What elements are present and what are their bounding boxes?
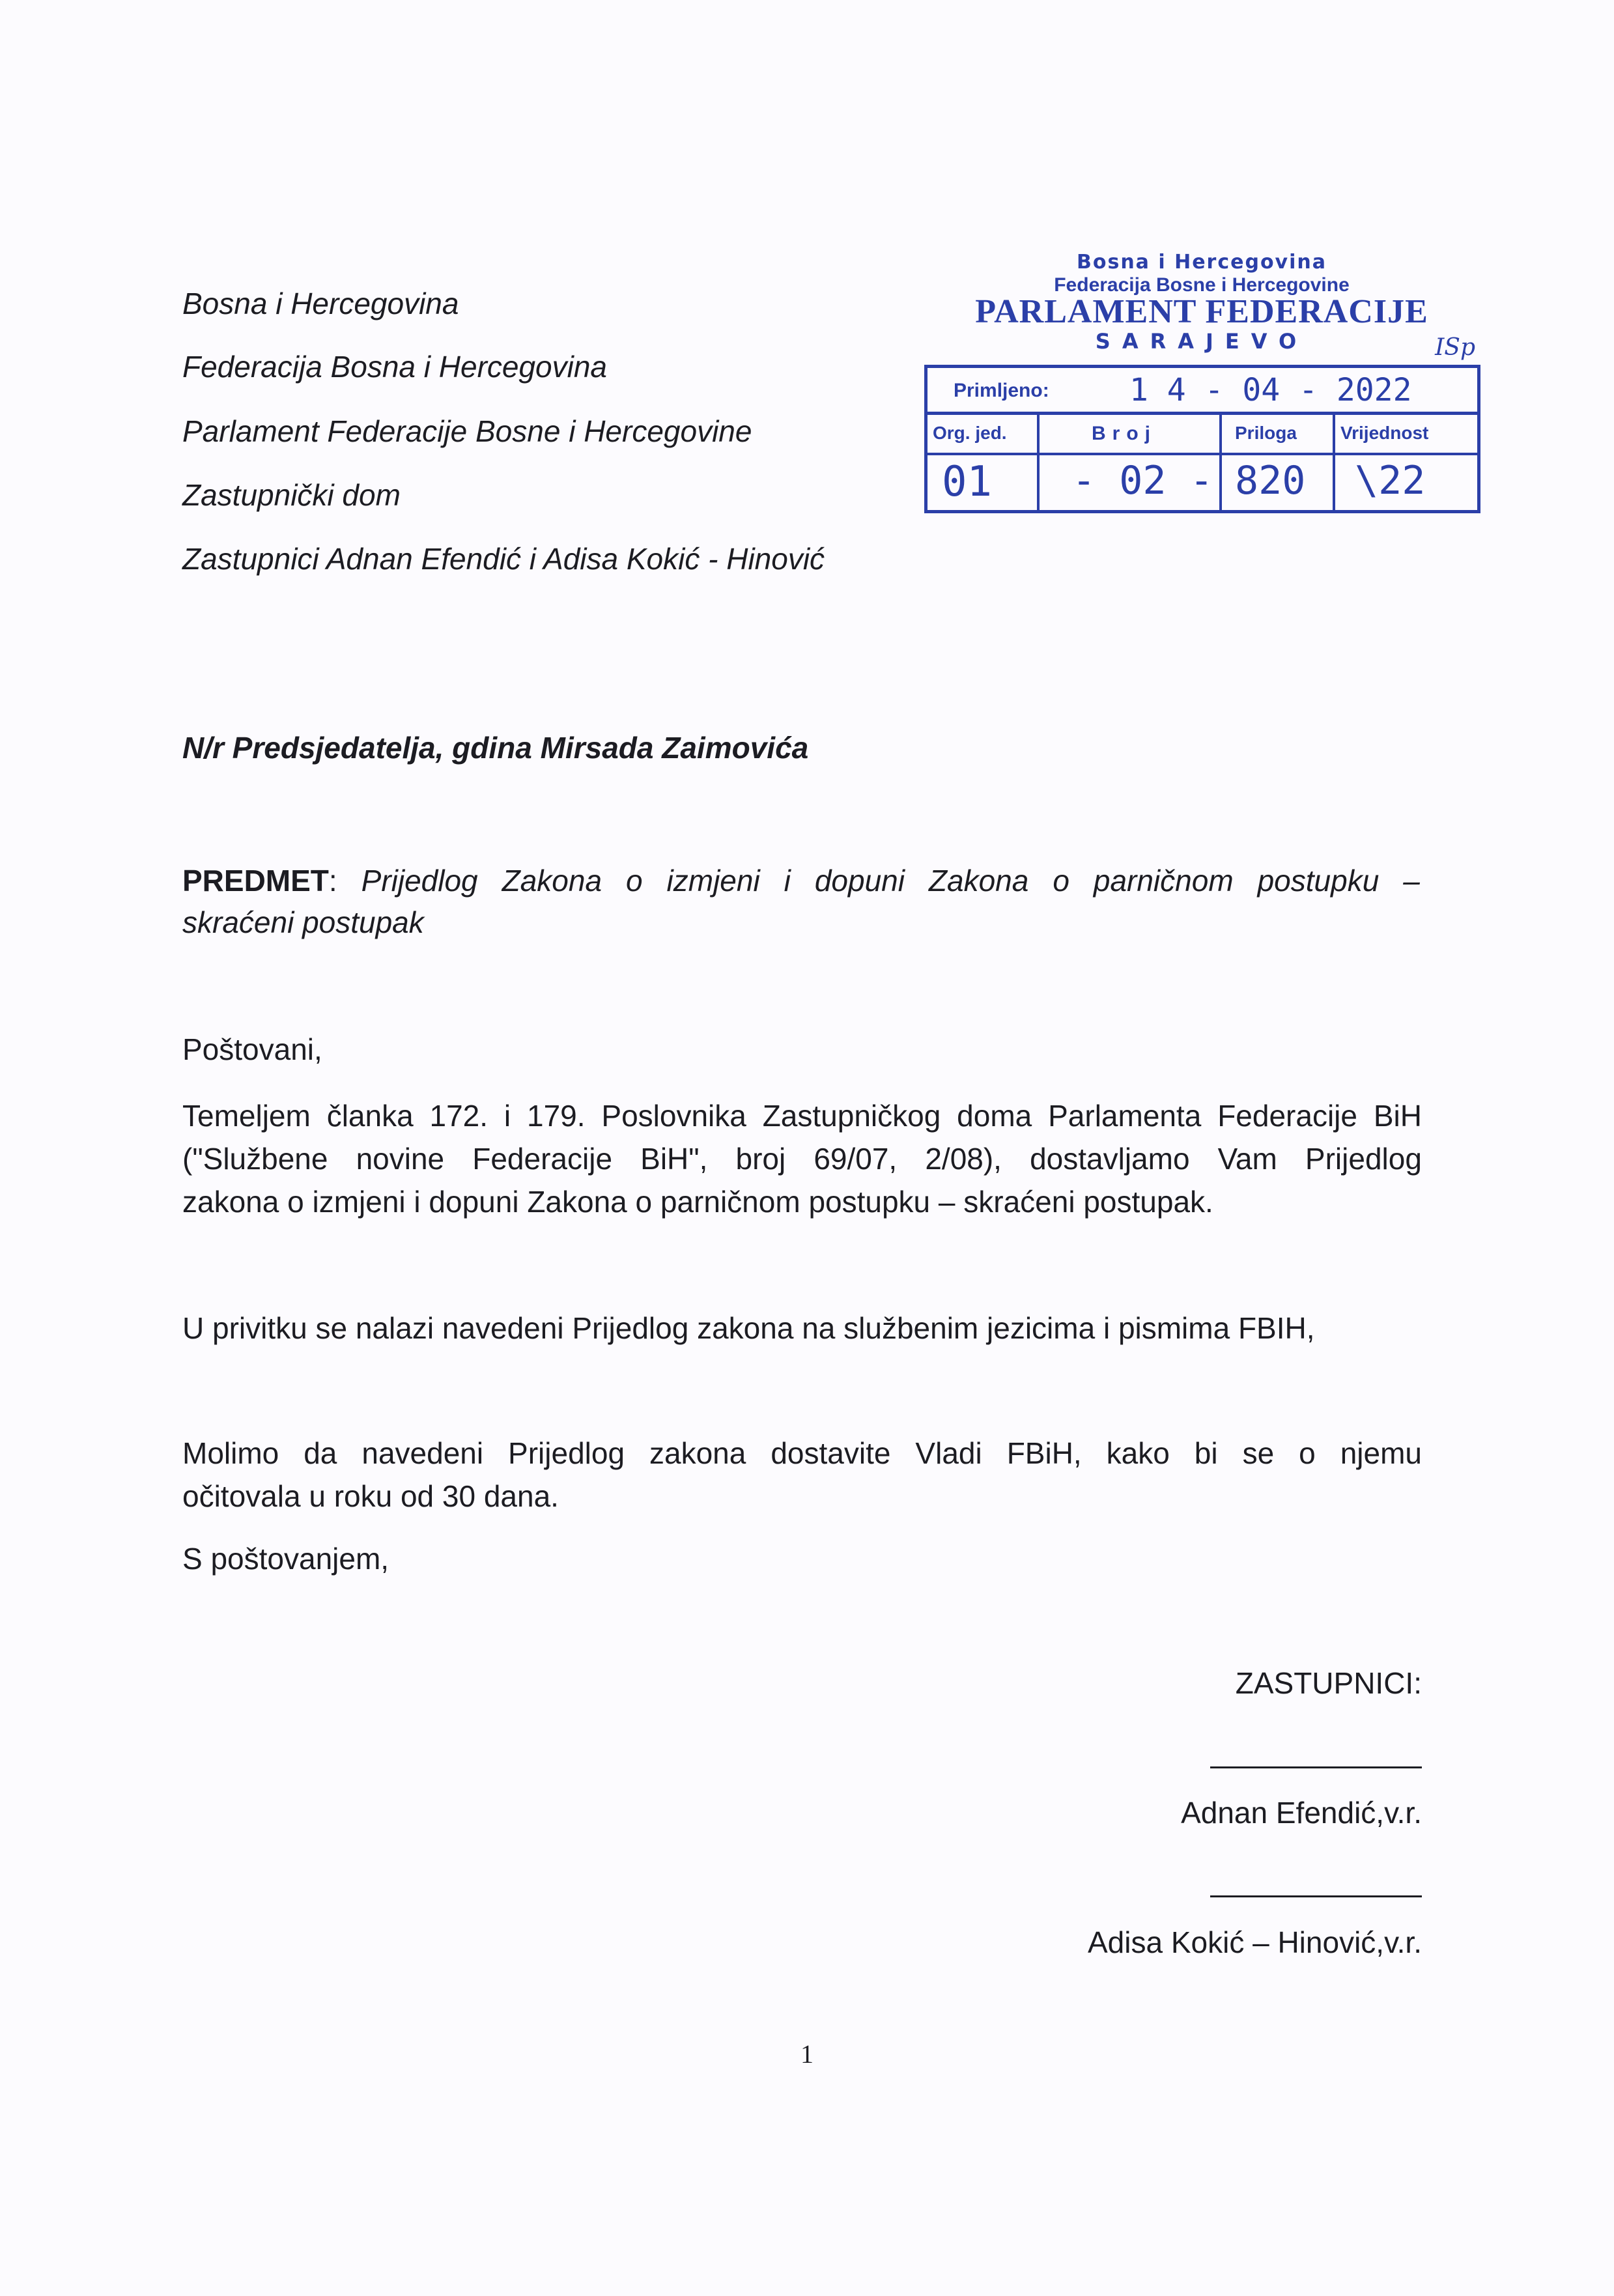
signature-name-1: Adnan Efendić,v.r. xyxy=(1181,1796,1422,1830)
stamp-col-broj xyxy=(1040,415,1222,453)
subject-word: – xyxy=(1403,864,1420,898)
signature-line-1 xyxy=(1210,1766,1422,1768)
stamp-received-label: Primljeno: xyxy=(954,380,1049,401)
stamp-col-vrijednost-label: Vrijednost xyxy=(1340,423,1429,443)
stamp-val-org-text: 01 xyxy=(942,458,993,506)
subject-word: postupku xyxy=(1257,864,1380,898)
word: 179. xyxy=(527,1099,586,1133)
stamp-col-broj-label: Broj xyxy=(1092,423,1157,444)
word: Vam xyxy=(1217,1142,1277,1176)
word: Prijedlog xyxy=(508,1436,625,1470)
subject-word: o xyxy=(1053,864,1069,898)
stamp-val-prilog-text: 820 xyxy=(1235,458,1306,503)
paragraph-line: očitovala u roku od 30 dana. xyxy=(182,1479,559,1513)
subject xyxy=(182,860,1420,943)
word: Molimo xyxy=(182,1436,279,1470)
sender-entity: Federacija Bosna i Hercegovina xyxy=(182,350,608,384)
sender-country: Bosna i Hercegovina xyxy=(182,287,459,320)
stamp-val-vrijednost-text: \22 xyxy=(1355,458,1426,503)
stamp-col-prilog-label: Priloga xyxy=(1235,423,1297,443)
stamp-val-vrijednost xyxy=(1335,455,1477,510)
word: bi xyxy=(1194,1436,1218,1470)
word: Zastupničkog xyxy=(762,1099,941,1133)
subject-word: i xyxy=(784,864,791,898)
stamp-header-row xyxy=(927,415,1477,455)
sender-parliament: Parlament Federacije Bosne i Hercegovine xyxy=(182,414,752,448)
paragraph-line: zakona o izmjeni i dopuni Zakona o parničnom postupku – skraćeni postupak. xyxy=(182,1185,1213,1219)
word: članka xyxy=(326,1099,414,1133)
word: ("Službene xyxy=(182,1142,328,1176)
closing: S poštovanjem, xyxy=(182,1542,389,1576)
word: Poslovnika xyxy=(601,1099,746,1133)
word: 172. xyxy=(429,1099,488,1133)
word: i xyxy=(503,1099,511,1133)
sender-house: Zastupnički dom xyxy=(182,478,401,512)
word: Parlamenta xyxy=(1048,1099,1202,1133)
word: 2/08), xyxy=(925,1142,1002,1176)
word: zakona xyxy=(649,1436,746,1470)
stamp-val-org xyxy=(927,455,1040,510)
stamp-entity: Federacija Bosne i Hercegovine xyxy=(1054,274,1350,296)
word: BiH", xyxy=(640,1142,708,1176)
sender-representatives: Zastupnici Adnan Efendić i Adisa Kokić - Hinović xyxy=(182,542,825,576)
subject-word: o xyxy=(625,864,643,898)
word: da xyxy=(304,1436,337,1470)
word: broj xyxy=(735,1142,786,1176)
word: o xyxy=(1299,1436,1316,1470)
signature-label: ZASTUPNICI: xyxy=(1235,1666,1422,1700)
stamp-col-vrijednost xyxy=(1335,415,1477,453)
recipient-line: N/r Predsjedatelja, gdina Mirsada Zaimovića xyxy=(182,731,809,765)
word: dostavljamo xyxy=(1030,1142,1190,1176)
subject-word: izmjeni xyxy=(666,864,760,898)
paragraph-legal-basis xyxy=(182,1094,1422,1223)
stamp-val-prilog xyxy=(1222,455,1335,510)
word: Prijedlog xyxy=(1305,1142,1422,1176)
word: njemu xyxy=(1340,1436,1422,1470)
word: doma xyxy=(957,1099,1032,1133)
word: se xyxy=(1242,1436,1275,1470)
word: Vladi xyxy=(915,1436,982,1470)
word: Federacije xyxy=(472,1142,613,1176)
paragraph-request xyxy=(182,1432,1422,1518)
word: kako xyxy=(1106,1436,1170,1470)
signature-line-2 xyxy=(1210,1895,1422,1897)
word: novine xyxy=(356,1142,445,1176)
subject-line-2: skraćeni postupak xyxy=(182,905,424,939)
subject-word: parničnom xyxy=(1093,864,1234,898)
stamp-received-row xyxy=(927,368,1477,415)
subject-word: dopuni xyxy=(814,864,905,898)
stamp-grid xyxy=(924,365,1480,513)
signature-name-2: Adisa Kokić – Hinović,v.r. xyxy=(1087,1925,1422,1959)
word: dostavite xyxy=(771,1436,891,1470)
stamp-values-row xyxy=(927,455,1477,510)
subject-word: Zakona xyxy=(502,864,602,898)
word: 69/07, xyxy=(814,1142,898,1176)
word: navedeni xyxy=(361,1436,484,1470)
paragraph-attachment: U privitku se nalazi navedeni Prijedlog zakona na službenim jezicima i pismima FBIH, xyxy=(182,1311,1315,1345)
stamp-received-date: 1 4 - 04 - 2022 xyxy=(1129,372,1412,408)
word: Temeljem xyxy=(182,1099,311,1133)
page-number: 1 xyxy=(800,2039,814,2069)
stamp-country: Bosna i Hercegovina xyxy=(1076,251,1327,274)
paragraph-line xyxy=(182,1137,1422,1180)
subject-line-1 xyxy=(182,860,1420,901)
word: Federacije xyxy=(1217,1099,1357,1133)
stamp-val-broj-text: - 02 - xyxy=(1072,458,1213,503)
subject-word: Prijedlog xyxy=(361,864,478,898)
stamp-col-org-label: Org. jed. xyxy=(933,423,1007,443)
stamp-parliament: PARLAMENT FEDERACIJE xyxy=(975,293,1428,330)
received-stamp xyxy=(915,251,1488,524)
paragraph-line xyxy=(182,1432,1422,1475)
stamp-val-broj xyxy=(1040,455,1222,510)
word: FBiH, xyxy=(1006,1436,1082,1470)
stamp-col-org xyxy=(927,415,1040,453)
subject-word: Zakona xyxy=(928,864,1029,898)
stamp-handwritten-mark: ISp xyxy=(1435,334,1475,361)
subject-label: PREDMET xyxy=(182,864,329,898)
word: BiH xyxy=(1373,1099,1422,1133)
stamp-col-prilog xyxy=(1222,415,1335,453)
salutation: Poštovani, xyxy=(182,1032,322,1066)
stamp-city: SARAJEVO xyxy=(1095,329,1309,354)
subject-label-group: PREDMET: xyxy=(182,864,337,898)
paragraph-line xyxy=(182,1094,1422,1137)
